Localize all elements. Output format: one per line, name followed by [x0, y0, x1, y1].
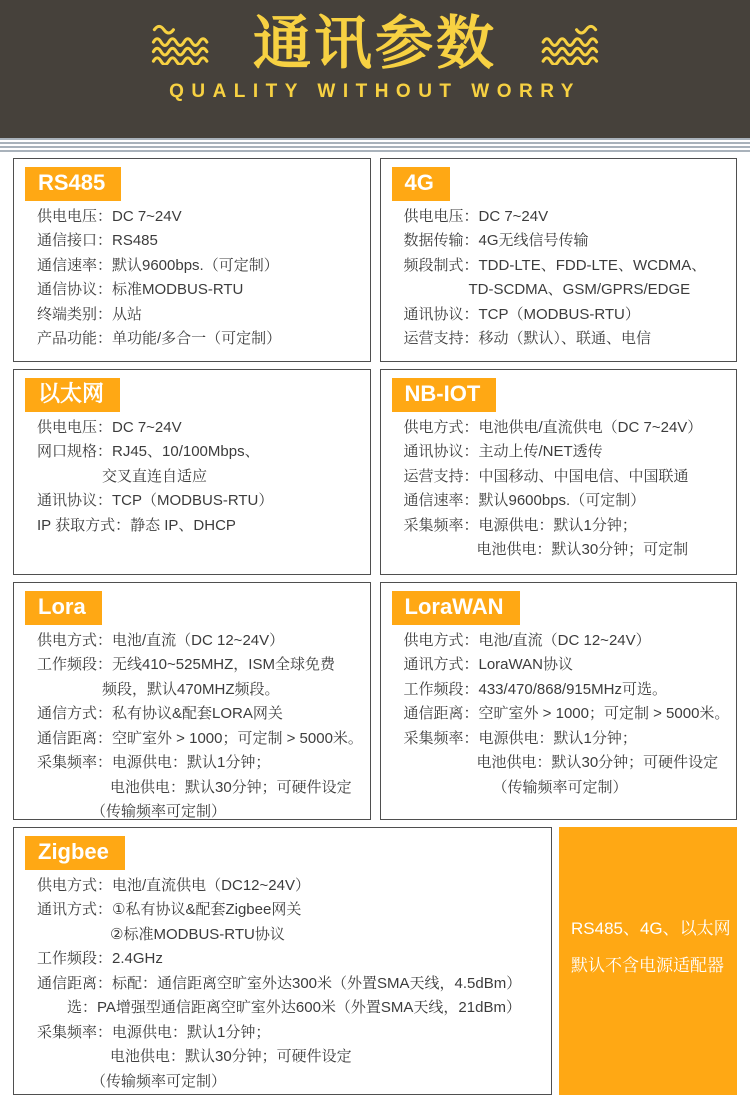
spec-line: 频段制式：TDD-LTE、FDD-LTE、WCDMA、 — [403, 256, 707, 274]
section-body — [14, 629, 370, 820]
spec-line: 通讯协议：主动上传/NET透传 — [403, 443, 603, 461]
spec-line: 产品功能：单功能/多合一（可定制） — [37, 330, 282, 348]
spec-line: 供电方式：电池/直流（DC 12~24V） — [403, 631, 651, 649]
spec-row-1 — [13, 158, 737, 362]
spec-line: 电池供电：默认30分钟；可硬件设定 — [476, 754, 719, 772]
spec-line: 通讯方式：①私有协议&配套Zigbee网关 — [37, 901, 302, 919]
section-title: RS485 — [25, 167, 121, 201]
spec-line: 数据传输：4G无线信号传输 — [403, 232, 589, 250]
spec-line: 供电电压：DC 7~24V — [37, 418, 182, 436]
section-body — [381, 416, 737, 563]
section-body — [14, 874, 551, 1095]
spec-line: 电池供电：默认30分钟；可硬件设定 — [110, 778, 352, 796]
spec-row-3 — [13, 582, 737, 820]
spec-line: 交叉直连自适应 — [102, 467, 208, 485]
divider-stripes — [0, 138, 750, 152]
section-4g — [380, 158, 738, 362]
page-title: 通讯参数 — [252, 11, 497, 76]
spec-line: 通信方式：私有协议&配套LORA网关 — [37, 705, 283, 723]
spec-line: 供电电压：DC 7~24V — [37, 207, 182, 225]
spec-line: 采集频率：电源供电：默认1分钟； — [37, 1023, 271, 1041]
spec-line: 频段，默认470MHZ频段。 — [102, 680, 280, 698]
spec-line: 通讯协议：TCP（MODBUS-RTU） — [403, 305, 640, 323]
spec-line: 终端类别：从站 — [37, 305, 143, 323]
section-body — [14, 416, 370, 539]
spec-line: 工作频段：2.4GHz — [37, 950, 163, 968]
spec-line: 电池供电：默认30分钟；可定制 — [476, 541, 689, 559]
section-rs485 — [13, 158, 371, 362]
power-adapter-note — [559, 827, 737, 1095]
section-title: Lora — [25, 591, 102, 625]
spec-line: 通信协议：标准MODBUS-RTU — [37, 281, 244, 299]
spec-line: IP 获取方式：静态 IP、DHCP — [37, 516, 236, 534]
spec-line: 选：PA增强型通信距离空旷室外达600米（外置SMA天线，21dBm） — [67, 999, 521, 1017]
spec-line: （传输频率可定制） — [492, 778, 628, 796]
spec-line: 采集频率：电源供电：默认1分钟； — [37, 754, 271, 772]
section-body — [14, 205, 370, 352]
section-title: NB-IOT — [392, 378, 497, 412]
spec-line: TD-SCDMA、GSM/GPRS/EDGE — [468, 281, 691, 299]
spec-line: 工作频段：无线410~525MHZ，ISM全球免费 — [37, 656, 335, 674]
note-line: RS485、4G、以太网 — [571, 918, 731, 938]
header-subtitle: QUALITY WITHOUT WORRY — [169, 80, 581, 102]
spec-line: （传输频率可定制） — [91, 803, 227, 820]
spec-line: 电池供电：默认30分钟；可硬件设定 — [110, 1048, 352, 1066]
spec-line: 通信距离：空旷室外 > 1000；可定制 > 5000米。 — [37, 729, 363, 747]
spec-line: 通信速率：默认9600bps.（可定制） — [37, 256, 279, 274]
spec-line: 运营支持：移动（默认）、联通、电信 — [403, 330, 652, 348]
spec-line: 通信距离：空旷室外 > 1000；可定制 > 5000米。 — [403, 705, 730, 723]
spec-line: 通讯协议：TCP（MODBUS-RTU） — [37, 492, 274, 510]
section-title: Zigbee — [25, 836, 125, 870]
section-zigbee — [13, 827, 552, 1095]
section-lora — [13, 582, 371, 820]
spec-line: 采集频率：电源供电：默认1分钟； — [403, 516, 637, 534]
spec-line: 运营支持：中国移动、中国电信、中国联通 — [403, 467, 689, 485]
spec-line: 供电方式：电池供电/直流供电（DC 7~24V） — [403, 418, 703, 436]
spec-line: 通信距离：标配：通信距离空旷室外达300米（外置SMA天线，4.5dBm） — [37, 974, 522, 992]
spec-line: 通讯方式：LoraWAN协议 — [403, 656, 573, 674]
spec-grid — [13, 158, 737, 1095]
section-nbiot — [380, 369, 738, 575]
section-body — [381, 205, 737, 352]
section-lorawan — [380, 582, 738, 820]
spec-line: 工作频段：433/470/868/915MHz可选。 — [403, 680, 667, 698]
spec-line: 通信接口：RS485 — [37, 232, 158, 250]
spec-line: 通信速率：默认9600bps.（可定制） — [403, 492, 646, 510]
spec-line: 网口规格：RJ45、10/100Mbps、 — [37, 443, 260, 461]
spec-line: 采集频率：电源供电：默认1分钟； — [403, 729, 637, 747]
note-line: 默认不含电源适配器 — [571, 956, 724, 975]
spec-line: 供电方式：电池/直流（DC 12~24V） — [37, 631, 285, 649]
spec-line: ②标准MODBUS-RTU协议 — [110, 925, 285, 943]
spec-line: 供电电压：DC 7~24V — [403, 207, 549, 225]
spec-row-4 — [13, 827, 737, 1095]
spec-line: （传输频率可定制） — [91, 1072, 227, 1090]
waves-icon — [535, 23, 599, 65]
section-ethernet — [13, 369, 371, 575]
section-title: 4G — [392, 167, 450, 201]
header-title-row — [0, 0, 750, 75]
header — [0, 0, 750, 138]
section-title: 以太网 — [25, 378, 120, 412]
spec-line: 供电方式：电池/直流供电（DC12~24V） — [37, 876, 310, 894]
section-title: LoraWAN — [392, 591, 520, 625]
section-body — [381, 629, 737, 801]
spec-row-2 — [13, 369, 737, 575]
waves-icon — [151, 23, 215, 65]
